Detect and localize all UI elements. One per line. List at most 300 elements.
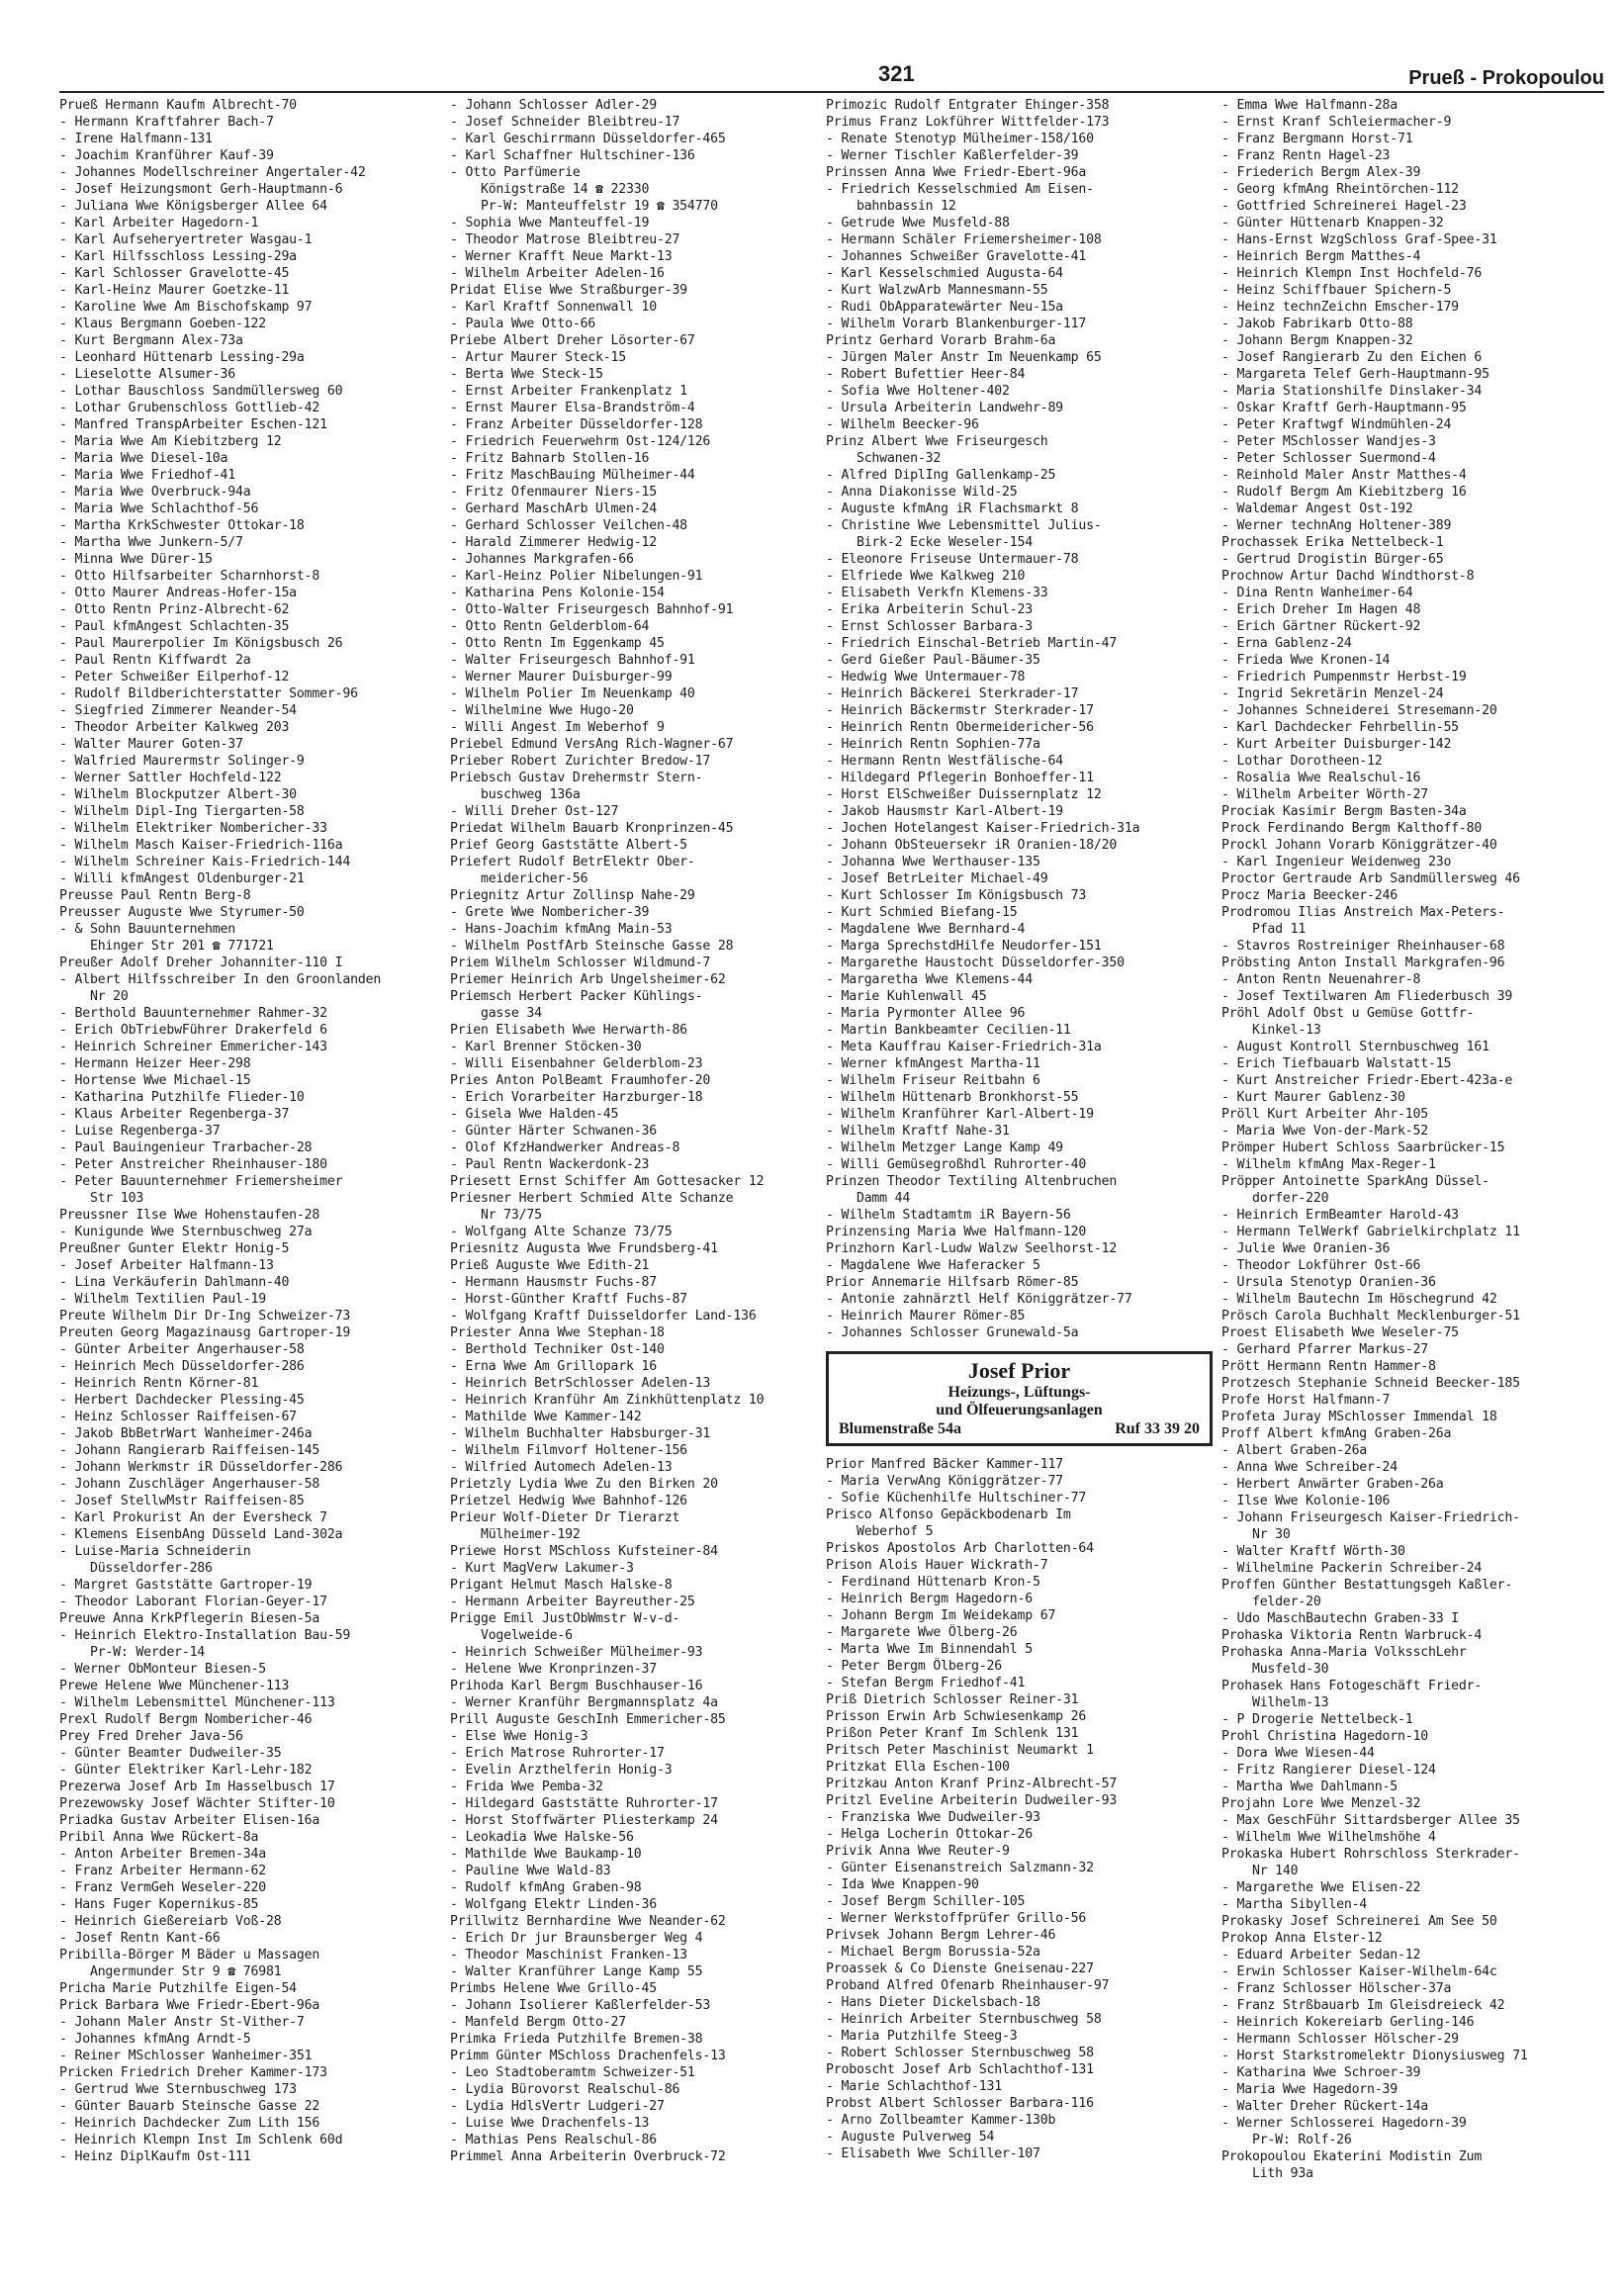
directory-entry: - Franz Arbeiter Düsseldorfer-128 [450, 417, 703, 432]
header-rule [59, 91, 1604, 93]
directory-entry: - Maria Pyrmonter Allee 96 [826, 1006, 1026, 1021]
directory-entry: - Werner ObMonteur Biesen-5 [59, 1662, 266, 1677]
directory-entry: - Mathilde Wwe Kammer-142 [450, 1410, 642, 1424]
directory-entry: - Willi Dreher Ost-127 [450, 804, 619, 819]
directory-entry: Pribilla-Börger M Bäder u Massagen [59, 1948, 320, 1962]
directory-entry: - Johann Rangierarb Raiffeisen-145 [59, 1443, 320, 1458]
directory-entry: - Hedwig Wwe Untermauer-78 [826, 670, 1026, 684]
directory-entry: - Albert Graben-26a [1221, 1443, 1368, 1458]
directory-entry: - Wilhelm Stadtamtm iR Bayern-56 [826, 1208, 1071, 1223]
directory-entry: - Herbert Anwärter Graben-26a [1221, 1477, 1444, 1492]
ad-phone: Ruf 33 39 20 [1115, 1420, 1200, 1437]
directory-entry: - P Drogerie Nettelbeck-1 [1221, 1712, 1413, 1727]
directory-entry: Prewe Helene Wwe Münchener-113 [59, 1679, 290, 1693]
directory-entry: - Berthold Bauunternehmer Rahmer-32 [59, 1006, 327, 1021]
directory-entry: Priadka Gustav Arbeiter Elisen-16a [59, 1813, 320, 1828]
column-4 [1221, 97, 1617, 2273]
directory-entry: - Karl Ingenieur Weidenweg 23o [1221, 855, 1452, 869]
directory-entry: Pricken Friedrich Dreher Kammer-173 [59, 2065, 327, 2080]
directory-entry: - Wilhelm Kranführer Karl-Albert-19 [826, 1107, 1094, 1122]
directory-entry: - Leo Stadtoberamtm Schweizer-51 [450, 2065, 695, 2080]
directory-entry: - Helene Wwe Kronprinzen-37 [450, 1662, 657, 1677]
directory-entry: - Antonie zahnärztl Helf Königgrätzer-77 [826, 1292, 1132, 1307]
directory-entry: - Magdalene Wwe Bernhard-4 [826, 922, 1026, 937]
directory-entry: Prill Auguste GeschInh Emmericher-85 [450, 1712, 726, 1727]
directory-entry: Prezerwa Josef Arb Im Hasselbusch 17 [59, 1779, 335, 1794]
directory-entry: - Werner Krafft Neue Markt-13 [450, 249, 673, 264]
directory-entry: - Meta Kauffrau Kaiser-Friedrich-31a [826, 1040, 1102, 1054]
directory-entry: - Lieselotte Alsumer-36 [59, 367, 236, 382]
directory-entry: - Stavros Rostreiniger Rheinhauser-68 [1221, 939, 1505, 954]
directory-entry: - Lothar Grubenschloss Gottlieb-42 [59, 401, 320, 415]
directory-entry: - Johannes Markgrafen-66 [450, 552, 634, 567]
directory-entry: Schwanen-32 [826, 451, 942, 466]
directory-entry: - Kurt Bergmann Alex-73a [59, 333, 243, 348]
directory-entry: Angermunder Str 9 ☎ 76981 [59, 1964, 282, 1979]
directory-entry: - Heinrich Rentn Körner-81 [59, 1376, 259, 1391]
directory-entry: - Hildegard Pflegerin Bonhoeffer-11 [826, 771, 1094, 785]
directory-entry: - Wilhelm PostfArb Steinsche Gasse 28 [450, 939, 734, 954]
directory-entry: Prigant Helmut Masch Halske-8 [450, 1578, 673, 1593]
directory-entry: - Marie Kuhlenwall 45 [826, 989, 987, 1004]
directory-entry: - Ernst Kranf Schleiermacher-9 [1221, 115, 1452, 130]
directory-entry: Prokopoulou Ekaterini Modistin Zum [1221, 2149, 1483, 2164]
directory-entry: Proassek & Co Dienste Gneisenau-227 [826, 1962, 1094, 1976]
directory-entry: Proboscht Josef Arb Schlachthof-131 [826, 2062, 1094, 2077]
directory-entry: - Walfried Maurermstr Solinger-9 [59, 754, 305, 769]
directory-entry: - Horst ElSchweißer Duissernplatz 12 [826, 787, 1102, 802]
directory-entry: bahnbassin 12 [826, 199, 956, 214]
directory-entry: - Friederich Bergm Alex-39 [1221, 165, 1421, 180]
directory-entry: Prodromou Ilias Anstreich Max-Peters- [1221, 905, 1505, 920]
directory-entry: - Gertrud Wwe Sternbuschweg 173 [59, 2082, 297, 2097]
directory-entry: - Heinrich Klempn Inst Hochfeld-76 [1221, 266, 1483, 281]
directory-entry: - Wilhelm kfmAng Max-Reger-1 [1221, 1157, 1436, 1172]
directory-entry: - Hermann Heizer Heer-298 [59, 1056, 251, 1071]
directory-entry: - Peter Bergm Ölberg-26 [826, 1659, 1003, 1674]
directory-entry: Prieß Auguste Wwe Edith-21 [450, 1258, 650, 1273]
directory-entry: - Erwin Schlosser Kaiser-Wilhelm-64c [1221, 1964, 1497, 1979]
directory-entry: - Johann ObSteuersekr iR Oranien-18/20 [826, 838, 1118, 853]
directory-entry: - Olof KfzHandwerker Andreas-8 [450, 1140, 680, 1155]
directory-entry: - Wilhelm Wwe Wilhelmshöhe 4 [1221, 1830, 1436, 1845]
directory-entry: - Johannes Schweißer Gravelotte-41 [826, 249, 1087, 264]
directory-entry: - Erich Gärtner Rückert-92 [1221, 619, 1421, 634]
directory-entry: - Maria VerwAng Königgrätzer-77 [826, 1474, 1063, 1489]
directory-entry: - Robert Schlosser Sternbuschweg 58 [826, 2046, 1094, 2060]
directory-entry: - Günter Eisenanstreich Salzmann-32 [826, 1861, 1094, 1875]
directory-entry: Pritzkau Anton Kranf Prinz-Albrecht-57 [826, 1777, 1118, 1791]
directory-entry: - Wolfgang Kraftf Duisseldorfer Land-136 [450, 1309, 757, 1323]
directory-entry: - Reinhold Maler Anstr Matthes-4 [1221, 468, 1467, 483]
directory-entry: - Josef Rangierarb Zu den Eichen 6 [1221, 350, 1483, 365]
directory-entry: - Heinrich Bergm Hagedorn-6 [826, 1592, 1033, 1606]
directory-entry: - Hermann Rentn Westfälische-64 [826, 754, 1063, 769]
directory-entry: - Wilhelm Metzger Lange Kamp 49 [826, 1140, 1063, 1155]
directory-entry: - Heinz DiplKaufm Ost-111 [59, 2149, 251, 2164]
directory-entry: - Eleonore Friseuse Untermauer-78 [826, 552, 1079, 567]
directory-entry: - Heinrich BetrSchlosser Adelen-13 [450, 1376, 711, 1391]
directory-entry: Proffen Günther Bestattungsgeh Kaßler- [1221, 1578, 1513, 1593]
directory-entry: Priebe Albert Dreher Lösorter-67 [450, 333, 695, 348]
directory-entry: - Friedrich Einschal-Betrieb Martin-47 [826, 636, 1118, 651]
directory-entry: - Gerd Gießer Paul-Bäumer-35 [826, 653, 1040, 668]
directory-entry: Prinzen Theodor Textiling Altenbruchen [826, 1174, 1118, 1189]
directory-entry: - Horst-Günther Kraftf Fuchs-87 [450, 1292, 687, 1307]
directory-entry: - Friedrich Feuerwehrm Ost-124/126 [450, 434, 711, 449]
directory-entry: - Getrude Wwe Musfeld-88 [826, 216, 1010, 230]
directory-entry: Prey Fred Dreher Java-56 [59, 1729, 243, 1744]
directory-entry: - Margarete Wwe Ölberg-26 [826, 1625, 1018, 1640]
directory-entry: Priester Anna Wwe Stephan-18 [450, 1325, 665, 1340]
directory-entry: - Sofia Wwe Holtener-402 [826, 384, 1010, 399]
directory-entry: - Walter Kraftf Wörth-30 [1221, 1544, 1405, 1559]
directory-entry: - Franz Schlosser Hölscher-37a [1221, 1981, 1452, 1996]
directory-entry: - Wilhelm Schreiner Kais-Friedrich-144 [59, 855, 351, 869]
directory-entry: - Willi Gemüsegroßhdl Ruhrorter-40 [826, 1157, 1087, 1172]
directory-entry: - Karl Prokurist An der Eversheck 7 [59, 1510, 327, 1525]
directory-entry: Priskos Apostolos Arb Charlotten-64 [826, 1541, 1094, 1556]
directory-entry: - Heinz technZeichn Emscher-179 [1221, 300, 1459, 315]
directory-entry: - Otto Rentn Gelderblom-64 [450, 619, 650, 634]
directory-entry: - Arno Zollbeamter Kammer-130b [826, 2113, 1056, 2128]
directory-entry: Printz Gerhard Vorarb Brahm-6a [826, 333, 1056, 348]
directory-entry: Proctor Gertraude Arb Sandmüllersweg 46 [1221, 871, 1520, 886]
directory-entry: Pröll Kurt Arbeiter Ahr-105 [1221, 1107, 1428, 1122]
directory-entry: - Werner kfmAngest Martha-11 [826, 1056, 1040, 1071]
directory-entry: - Lothar Dorotheen-12 [1221, 754, 1383, 769]
directory-entry: - Ingrid Sekretärin Menzel-24 [1221, 686, 1444, 701]
directory-entry: Prockl Johann Vorarb Königgrätzer-40 [1221, 838, 1497, 853]
directory-entry: - Heinrich Rentn Sophien-77a [826, 737, 1040, 752]
directory-entry: - Anton Arbeiter Bremen-34a [59, 1847, 266, 1862]
directory-entry: - Margaretha Wwe Klemens-44 [826, 972, 1033, 987]
directory-entry: - Paul Bauingenieur Trarbacher-28 [59, 1140, 313, 1155]
directory-entry: Priemsch Herbert Packer Kühlings- [450, 989, 703, 1004]
directory-entry: - Fritz Bahnarb Stollen-16 [450, 451, 650, 466]
ad-company-name: Josef Prior [967, 1358, 1071, 1383]
directory-entry: - Günter Elektriker Karl-Lehr-182 [59, 1763, 313, 1778]
directory-entry: - Robert Bufettier Heer-84 [826, 367, 1026, 382]
directory-entry: - Wilhelm Lebensmittel Münchener-113 [59, 1695, 335, 1710]
directory-entry: - Heinrich Arbeiter Sternbuschweg 58 [826, 2012, 1102, 2027]
directory-entry: - Emma Wwe Halfmann-28a [1221, 98, 1398, 113]
directory-entry: Prokaska Hubert Rohrschloss Sterkrader- [1221, 1847, 1520, 1862]
directory-entry: - Johannes kfmAng Arndt-5 [59, 2032, 251, 2047]
directory-entry: - Evelin Arzthelferin Honig-3 [450, 1763, 673, 1778]
directory-entry: - Günter Arbeiter Angerhauser-58 [59, 1342, 305, 1357]
directory-entry: - Siegfried Zimmerer Neander-54 [59, 703, 297, 718]
directory-entry: Priem Wilhelm Schlosser Wildmund-7 [450, 956, 711, 970]
directory-entry: - Hildegard Gaststätte Ruhrorter-17 [450, 1796, 718, 1811]
directory-entry: - Leokadia Wwe Halske-56 [450, 1830, 634, 1845]
directory-entry: - Martha Sibyllen-4 [1221, 1897, 1368, 1912]
directory-entry: Nr 30 [1221, 1527, 1291, 1542]
directory-entry: - Willi Eisenbahner Gelderblom-23 [450, 1056, 703, 1071]
directory-entry: - Max GeschFühr Sittardsberger Allee 35 [1221, 1813, 1520, 1828]
directory-entry: - Irene Halfmann-131 [59, 132, 213, 146]
directory-entry: - Hans Dieter Dickelsbach-18 [826, 1995, 1040, 2010]
directory-entry: Pridat Elise Wwe Straßburger-39 [450, 283, 687, 298]
directory-entry: - Marie Schlachthof-131 [826, 2079, 1003, 2094]
directory-entry: - Karl Schaffner Hultschiner-136 [450, 148, 695, 163]
directory-entry: Pfad 11 [1221, 922, 1307, 937]
directory-entry: - Erich Dreher Im Hagen 48 [1221, 602, 1421, 617]
directory-entry: - Frieda Wwe Kronen-14 [1221, 653, 1391, 668]
directory-entry: Procz Maria Beecker-246 [1221, 888, 1398, 903]
directory-entry: - Günter Bauarb Steinsche Gasse 22 [59, 2099, 320, 2114]
directory-entry: Privik Anna Wwe Reuter-9 [826, 1844, 1010, 1859]
directory-entry: - Elfriede Wwe Kalkweg 210 [826, 569, 1026, 584]
directory-entry: Nr 20 [59, 989, 129, 1004]
directory-entry: - Rudolf kfmAng Graben-98 [450, 1880, 642, 1895]
directory-entry: - Martha KrkSchwester Ottokar-18 [59, 518, 305, 533]
directory-entry: Prinz Albert Wwe Friseurgesch [826, 434, 1048, 449]
directory-entry: - Kurt Anstreicher Friedr-Ebert-423a-e [1221, 1073, 1513, 1088]
directory-entry: Nr 140 [1221, 1864, 1299, 1878]
directory-entry: Damm 44 [826, 1191, 911, 1206]
directory-entry: - Hans-Joachim kfmAng Main-53 [450, 922, 673, 937]
directory-entry: Prociak Kasimir Bergm Basten-34a [1221, 804, 1467, 819]
directory-entry: - Hermann Kraftfahrer Bach-7 [59, 115, 274, 130]
directory-entry: Prinssen Anna Wwe Friedr-Ebert-96a [826, 165, 1087, 180]
directory-entry: Priesnitz Augusta Wwe Frundsberg-41 [450, 1241, 718, 1256]
directory-entry: - Johann Zuschläger Angerhauser-58 [59, 1477, 320, 1492]
directory-entry: - Heinrich Schweißer Mülheimer-93 [450, 1645, 703, 1660]
directory-entry: Primmel Anna Arbeiterin Overbruck-72 [450, 2149, 726, 2164]
ad-address-row [835, 1419, 1204, 1439]
directory-entry: - Karl-Heinz Maurer Goetzke-11 [59, 283, 290, 298]
directory-entry: - Werner Tischler Kaßlerfelder-39 [826, 148, 1079, 163]
directory-entry: - Walter Maurer Goten-37 [59, 737, 243, 752]
directory-entry: - Otto Hilfsarbeiter Scharnhorst-8 [59, 569, 320, 584]
directory-entry: - Fritz Rangierer Diesel-124 [1221, 1763, 1436, 1778]
directory-entry: Pröhl Adolf Obst u Gemüse Gottfr- [1221, 1006, 1475, 1021]
directory-entry: - Wilhelm Vorarb Blankenburger-117 [826, 317, 1087, 331]
directory-entry: Prohl Christina Hagedorn-10 [1221, 1729, 1428, 1744]
directory-entry: - Franz Strßbauarb Im Gleisdreieck 42 [1221, 1998, 1505, 2013]
directory-entry: - Klaus Bergmann Goeben-122 [59, 317, 266, 331]
directory-entry: Priebsch Gustav Drehermstr Stern- [450, 771, 703, 785]
directory-entry: Proest Elisabeth Wwe Weseler-75 [1221, 1325, 1459, 1340]
directory-entry: - Kurt WalzwArb Mannesmann-55 [826, 283, 1048, 298]
directory-entry: - Ernst Maurer Elsa-Brandström-4 [450, 401, 695, 415]
directory-entry: Preußer Adolf Dreher Johanniter-110 I [59, 956, 343, 970]
directory-entry: - Karl Kesselschmied Augusta-64 [826, 266, 1063, 281]
directory-entry: - Karl Aufseheryertreter Wasgau-1 [59, 232, 313, 247]
directory-entry: - Erich Vorarbeiter Harzburger-18 [450, 1090, 703, 1105]
directory-entry: - Maria Stationshilfe Dinslaker-34 [1221, 384, 1483, 399]
directory-entry: Protzesch Stephanie Schneid Beecker-185 [1221, 1376, 1520, 1391]
directory-entry: Prohaska Viktoria Rentn Warbruck-4 [1221, 1628, 1483, 1643]
directory-entry: - Johannes Modellschreiner Angertaler-42 [59, 165, 366, 180]
directory-entry: Prison Alois Hauer Wickrath-7 [826, 1558, 1048, 1573]
directory-entry: - Auguste kfmAng iR Flachsmarkt 8 [826, 502, 1079, 516]
directory-entry: - Maria Wwe Am Kiebitzberg 12 [59, 434, 282, 449]
directory-entry: - Gerhard Pfarrer Markus-27 [1221, 1342, 1428, 1357]
directory-entry: - Otto-Walter Friseurgesch Bahnhof-91 [450, 602, 734, 617]
directory-entry: Nr 73/75 [450, 1208, 542, 1223]
directory-entry: Prösch Carola Buchhalt Mecklenburger-51 [1221, 1309, 1520, 1323]
directory-entry: - Walter Friseurgesch Bahnhof-91 [450, 653, 695, 668]
directory-entry: - Heinrich Elektro-Installation Bau-59 [59, 1628, 351, 1643]
directory-entry: - Johann Maler Anstr St-Vither-7 [59, 2015, 305, 2030]
directory-entry: - Heinrich Bäckermstr Sterkrader-17 [826, 703, 1094, 718]
directory-entry: Prigge Emil JustObWmstr W-v-d- [450, 1611, 680, 1626]
directory-entry: - Kurt Schlosser Im Königsbusch 73 [826, 888, 1087, 903]
directory-entry: - Michael Bergm Borussia-52a [826, 1945, 1040, 1960]
directory-entry: - Horst Starkstromelektr Dionysiusweg 71 [1221, 2049, 1528, 2063]
directory-entry: - Jakob BbBetrWart Wanheimer-246a [59, 1426, 313, 1441]
directory-entry: - Hermann Arbeiter Bayreuther-25 [450, 1595, 695, 1609]
directory-entry: Prött Hermann Rentn Hammer-8 [1221, 1359, 1436, 1374]
directory-entry: - Ernst Arbeiter Frankenplatz 1 [450, 384, 687, 399]
directory-entry: - Klaus Arbeiter Regenberga-37 [59, 1107, 290, 1122]
directory-entry: - Paula Wwe Otto-66 [450, 317, 596, 331]
directory-entry: - Waldemar Angest Ost-192 [1221, 502, 1413, 516]
directory-entry: Kinkel-13 [1221, 1023, 1321, 1038]
directory-entry: - Oskar Kraftf Gerh-Hauptmann-95 [1221, 401, 1467, 415]
directory-entry: - Ilse Wwe Kolonie-106 [1221, 1494, 1391, 1508]
directory-entry: - Johann Bergm Knappen-32 [1221, 333, 1413, 348]
directory-entry: - Luise-Maria Schneiderin [59, 1544, 251, 1559]
directory-entry: - Josef Rentn Kant-66 [59, 1931, 221, 1946]
directory-entry: gasse 34 [450, 1006, 542, 1021]
directory-entry: - Theodor Laborant Florian-Geyer-17 [59, 1595, 327, 1609]
directory-entry: - Ida Wwe Knappen-90 [826, 1877, 979, 1892]
directory-entry: - Hermann Schäler Friemersheimer-108 [826, 232, 1102, 247]
directory-entry: - Margarethe Haustocht Düsseldorfer-350 [826, 956, 1125, 970]
directory-entry: - & Sohn Bauunternehmen [59, 922, 236, 937]
directory-entry: - Kurt Maurer Gablenz-30 [1221, 1090, 1405, 1105]
directory-entry: Prinzensing Maria Wwe Halfmann-120 [826, 1225, 1087, 1239]
directory-entry: - Otto Maurer Andreas-Hofer-15a [59, 586, 297, 600]
directory-entry: - Wilhelm Kraftf Nahe-31 [826, 1124, 1010, 1139]
directory-entry: Lith 93a [1221, 2166, 1313, 2181]
directory-entry: Prior Manfred Bäcker Kammer-117 [826, 1457, 1063, 1472]
directory-entry: Primozic Rudolf Entgrater Ehinger-358 [826, 98, 1110, 113]
directory-entry: Preussner Ilse Wwe Hohenstaufen-28 [59, 1208, 320, 1223]
directory-entry: - Luise Wwe Drachenfels-13 [450, 2116, 650, 2131]
directory-entry: Primbs Helene Wwe Grillo-45 [450, 1981, 657, 1996]
directory-entry: - Erna Wwe Am Grillopark 16 [450, 1359, 657, 1374]
directory-entry: Priemer Heinrich Arb Ungelsheimer-62 [450, 972, 726, 987]
directory-entry: - Karl Arbeiter Hagedorn-1 [59, 216, 259, 230]
directory-entry: - Karl-Heinz Polier Nibelungen-91 [450, 569, 703, 584]
directory-entry: - Marga SprechstdHilfe Neudorfer-151 [826, 939, 1102, 954]
directory-entry: Preuten Georg Magazinausg Gartroper-19 [59, 1325, 351, 1340]
directory-entry: - Magdalene Wwe Haferacker 5 [826, 1258, 1040, 1273]
directory-entry: - Josef Textilwaren Am Fliederbusch 39 [1221, 989, 1513, 1004]
directory-entry: - Kunigunde Wwe Sternbuschweg 27a [59, 1225, 313, 1239]
directory-entry: - Günter Hüttenarb Knappen-32 [1221, 216, 1444, 230]
directory-entry: - Franz Bergmann Horst-71 [1221, 132, 1413, 146]
directory-entry: - Heinrich Kranführ Am Zinkhüttenplatz 10 [450, 1393, 765, 1408]
directory-entry: - Fritz MaschBauing Mülheimer-44 [450, 468, 695, 483]
directory-entry: - Margret Gaststätte Gartroper-19 [59, 1578, 313, 1593]
directory-entry: - Walter Dreher Rückert-14a [1221, 2099, 1428, 2114]
directory-entry: - Heinrich Dachdecker Zum Lith 156 [59, 2116, 320, 2131]
directory-entry: Prillwitz Bernhardine Wwe Neander-62 [450, 1914, 726, 1929]
directory-entry: Pröpper Antoinette SparkAng Düssel- [1221, 1174, 1489, 1189]
directory-entry: - Dina Rentn Wanheimer-64 [1221, 586, 1413, 600]
directory-entry: - Rudolf Bergm Am Kiebitzberg 16 [1221, 485, 1467, 500]
directory-entry: - Georg kfmAng Rheintörchen-112 [1221, 182, 1459, 197]
directory-entry: Weberhof 5 [826, 1524, 934, 1539]
directory-entry: - Gerhard Schlosser Veilchen-48 [450, 518, 687, 533]
ad-service-line-2: und Ölfeuerungsanlagen [936, 1402, 1103, 1418]
directory-entry: - Heinrich Maurer Römer-85 [826, 1309, 1026, 1323]
directory-entry: - Josef StellwMstr Raiffeisen-85 [59, 1494, 305, 1508]
directory-entry: - Theodor Matrose Bleibtreu-27 [450, 232, 680, 247]
directory-entry: Prief Georg Gaststätte Albert-5 [450, 838, 687, 853]
directory-entry: Priesner Herbert Schmied Alte Schanze [450, 1191, 734, 1206]
directory-entry: - Lydia HdlsVertr Ludgeri-27 [450, 2099, 665, 2114]
directory-entry: Prißon Peter Kranf Im Schlenk 131 [826, 1726, 1079, 1741]
directory-entry: - Günter Härter Schwanen-36 [450, 1124, 657, 1139]
directory-entry: Preuwe Anna KrkPflegerin Biesen-5a [59, 1611, 320, 1626]
directory-entry: - Peter Bauunternehmer Friemersheimer [59, 1174, 343, 1189]
directory-entry: - Udo MaschBautechn Graben-33 I [1221, 1611, 1459, 1626]
directory-entry: - Wilhelm Masch Kaiser-Friedrich-116a [59, 838, 343, 853]
directory-entry: - Hans Fuger Kopernikus-85 [59, 1897, 259, 1912]
directory-entry: - Herbert Dachdecker Plessing-45 [59, 1393, 305, 1408]
directory-entry: Primka Frieda Putzhilfe Bremen-38 [450, 2032, 703, 2047]
directory-entry: - Heinrich ErmBeamter Harold-43 [1221, 1208, 1459, 1223]
directory-entry: - Wilfried Automech Adelen-13 [450, 1460, 673, 1475]
directory-entry: Prokasky Josef Schreinerei Am See 50 [1221, 1914, 1497, 1929]
directory-entry: - Werner Sattler Hochfeld-122 [59, 771, 282, 785]
directory-entry: Prieber Robert Zurichter Bredow-17 [450, 754, 711, 769]
directory-entry: Prieur Wolf-Dieter Dr Tierarzt [450, 1510, 680, 1525]
directory-entry: - Renate Stenotyp Mülheimer-158/160 [826, 132, 1094, 146]
directory-entry: - Stefan Bergm Friedhof-41 [826, 1676, 1026, 1690]
directory-entry: - Hermann TelWerkf Gabrielkirchplatz 11 [1221, 1225, 1520, 1239]
directory-entry: - Heinrich Bergm Matthes-4 [1221, 249, 1421, 264]
directory-entry: Prietzel Hedwig Wwe Bahnhof-126 [450, 1494, 687, 1508]
directory-entry: - Theodor Arbeiter Kalkweg 203 [59, 720, 290, 735]
directory-entry: - Gertrud Drogistin Bürger-65 [1221, 552, 1444, 567]
directory-entry: Projahn Lore Wwe Menzel-32 [1221, 1796, 1421, 1811]
directory-entry: Priesett Ernst Schiffer Am Gottesacker 12 [450, 1174, 765, 1189]
directory-entry: - Gerhard MaschArb Ulmen-24 [450, 502, 657, 516]
directory-entry: - Heinz Schiffbauer Spichern-5 [1221, 283, 1452, 298]
directory-entry: - Friedrich Kesselschmied Am Eisen- [826, 182, 1094, 197]
directory-entry: - Hermann Hausmstr Fuchs-87 [450, 1275, 657, 1290]
directory-entry: Pritsch Peter Maschinist Neumarkt 1 [826, 1743, 1094, 1758]
directory-entry: - Lina Verkäuferin Dahlmann-40 [59, 1275, 290, 1290]
directory-entry: - Jürgen Maler Anstr Im Neuenkamp 65 [826, 350, 1102, 365]
directory-entry: - Berta Wwe Steck-15 [450, 367, 603, 382]
ad-service-line-1: Heizungs-, Lüftungs- [947, 1384, 1091, 1401]
directory-entry: - Otto Rentn Im Eggenkamp 45 [450, 636, 665, 651]
directory-entry: - Heinrich Bäckerei Sterkrader-17 [826, 686, 1079, 701]
directory-entry: - Erich Dr jur Braunsberger Weg 4 [450, 1931, 703, 1946]
directory-entry: Mülheimer-192 [450, 1527, 581, 1542]
directory-entry: - Erich Tiefbauarb Walstatt-15 [1221, 1056, 1452, 1071]
directory-entry: - Katharina Wwe Schroer-39 [1221, 2065, 1421, 2080]
directory-entry: - Josef Bergm Schiller-105 [826, 1894, 1026, 1909]
directory-entry: - Franz Arbeiter Hermann-62 [59, 1864, 266, 1878]
directory-entry: - Hortense Wwe Michael-15 [59, 1073, 251, 1088]
directory-entry: - Else Wwe Honig-3 [450, 1729, 588, 1744]
directory-entry: - Werner Kranführ Bergmannsplatz 4a [450, 1695, 718, 1710]
directory-entry: - Willi Angest Im Weberhof 9 [450, 720, 665, 735]
directory-entry: - Anna Wwe Schreiber-24 [1221, 1460, 1398, 1475]
directory-entry: - Maria Wwe Schlachthof-56 [59, 502, 259, 516]
directory-entry: Düsseldorfer-286 [59, 1561, 213, 1576]
directory-entry: Privsek Johann Bergm Lehrer-46 [826, 1928, 1056, 1943]
